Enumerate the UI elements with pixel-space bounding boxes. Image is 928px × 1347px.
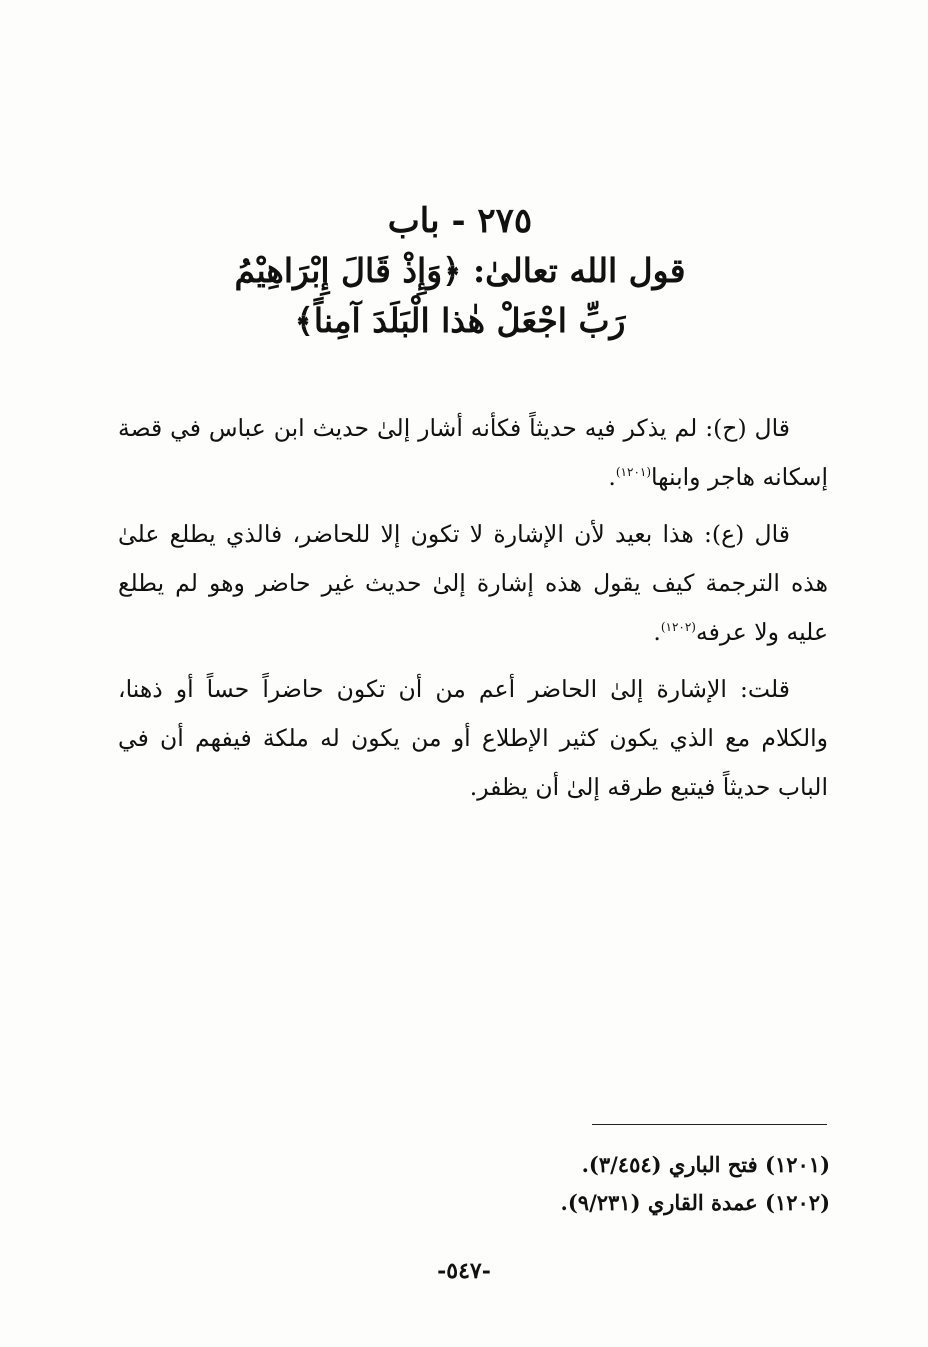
paragraph-1-text: قال (ح): لم يذكر فيه حديثاً فكأنه أشار إلىٰ حديث ابن عباس في قصة إسكانه هاجر وابنها xyxy=(118,414,828,491)
footnote-1202: (١٢٠٢) عمدة القاري (٩/٢٣١). xyxy=(560,1190,830,1215)
footnote-1201: (١٢٠١) فتح الباري (٣/٤٥٤). xyxy=(581,1152,830,1177)
paragraph-2-end: . xyxy=(653,618,661,646)
footnote-ref-1201[interactable]: (١٢٠١) xyxy=(615,465,652,480)
page-number: -٥٤٧- xyxy=(437,1258,491,1284)
footnote-ref-1202[interactable]: (١٢٠٢) xyxy=(660,620,696,635)
chapter-verse-line-2: رَبِّ اجْعَلْ هٰذا الْبَلَدَ آمِناً﴾ xyxy=(294,301,626,340)
paragraph-3 xyxy=(118,665,828,812)
paragraph-1-end: . xyxy=(608,463,616,491)
body-text xyxy=(118,404,828,820)
paragraph-3-text: قلت: الإشارة إلىٰ الحاضر أعم من أن تكون حاضراً حساً أو ذهنا، والكلام مع الذي يكون كثير الإطلاع أو من يكون له ملكة فيفهم أن في الباب حديثاً فيتبع طرقه إلىٰ أن يظفر. xyxy=(118,675,828,801)
footnote-divider xyxy=(592,1124,827,1125)
paragraph-1 xyxy=(118,404,828,502)
chapter-heading xyxy=(150,196,770,346)
paragraph-2 xyxy=(118,510,828,657)
paragraph-2-text: قال (ع): هذا بعيد لأن الإشارة لا تكون إلا للحاضر، فالذي يطلع علىٰ هذه الترجمة كيف يقول هذه إشارة إلىٰ حديث غير حاضر وهو لم يطلع عليه ولا عرفه xyxy=(118,520,828,646)
footnotes xyxy=(350,1146,830,1222)
chapter-number-title: ٢٧٥ - باب xyxy=(387,201,533,241)
chapter-verse-line-1: قول الله تعالىٰ: ﴿وَإِذْ قَالَ إِبْرَاهِيْمُ xyxy=(234,251,686,290)
